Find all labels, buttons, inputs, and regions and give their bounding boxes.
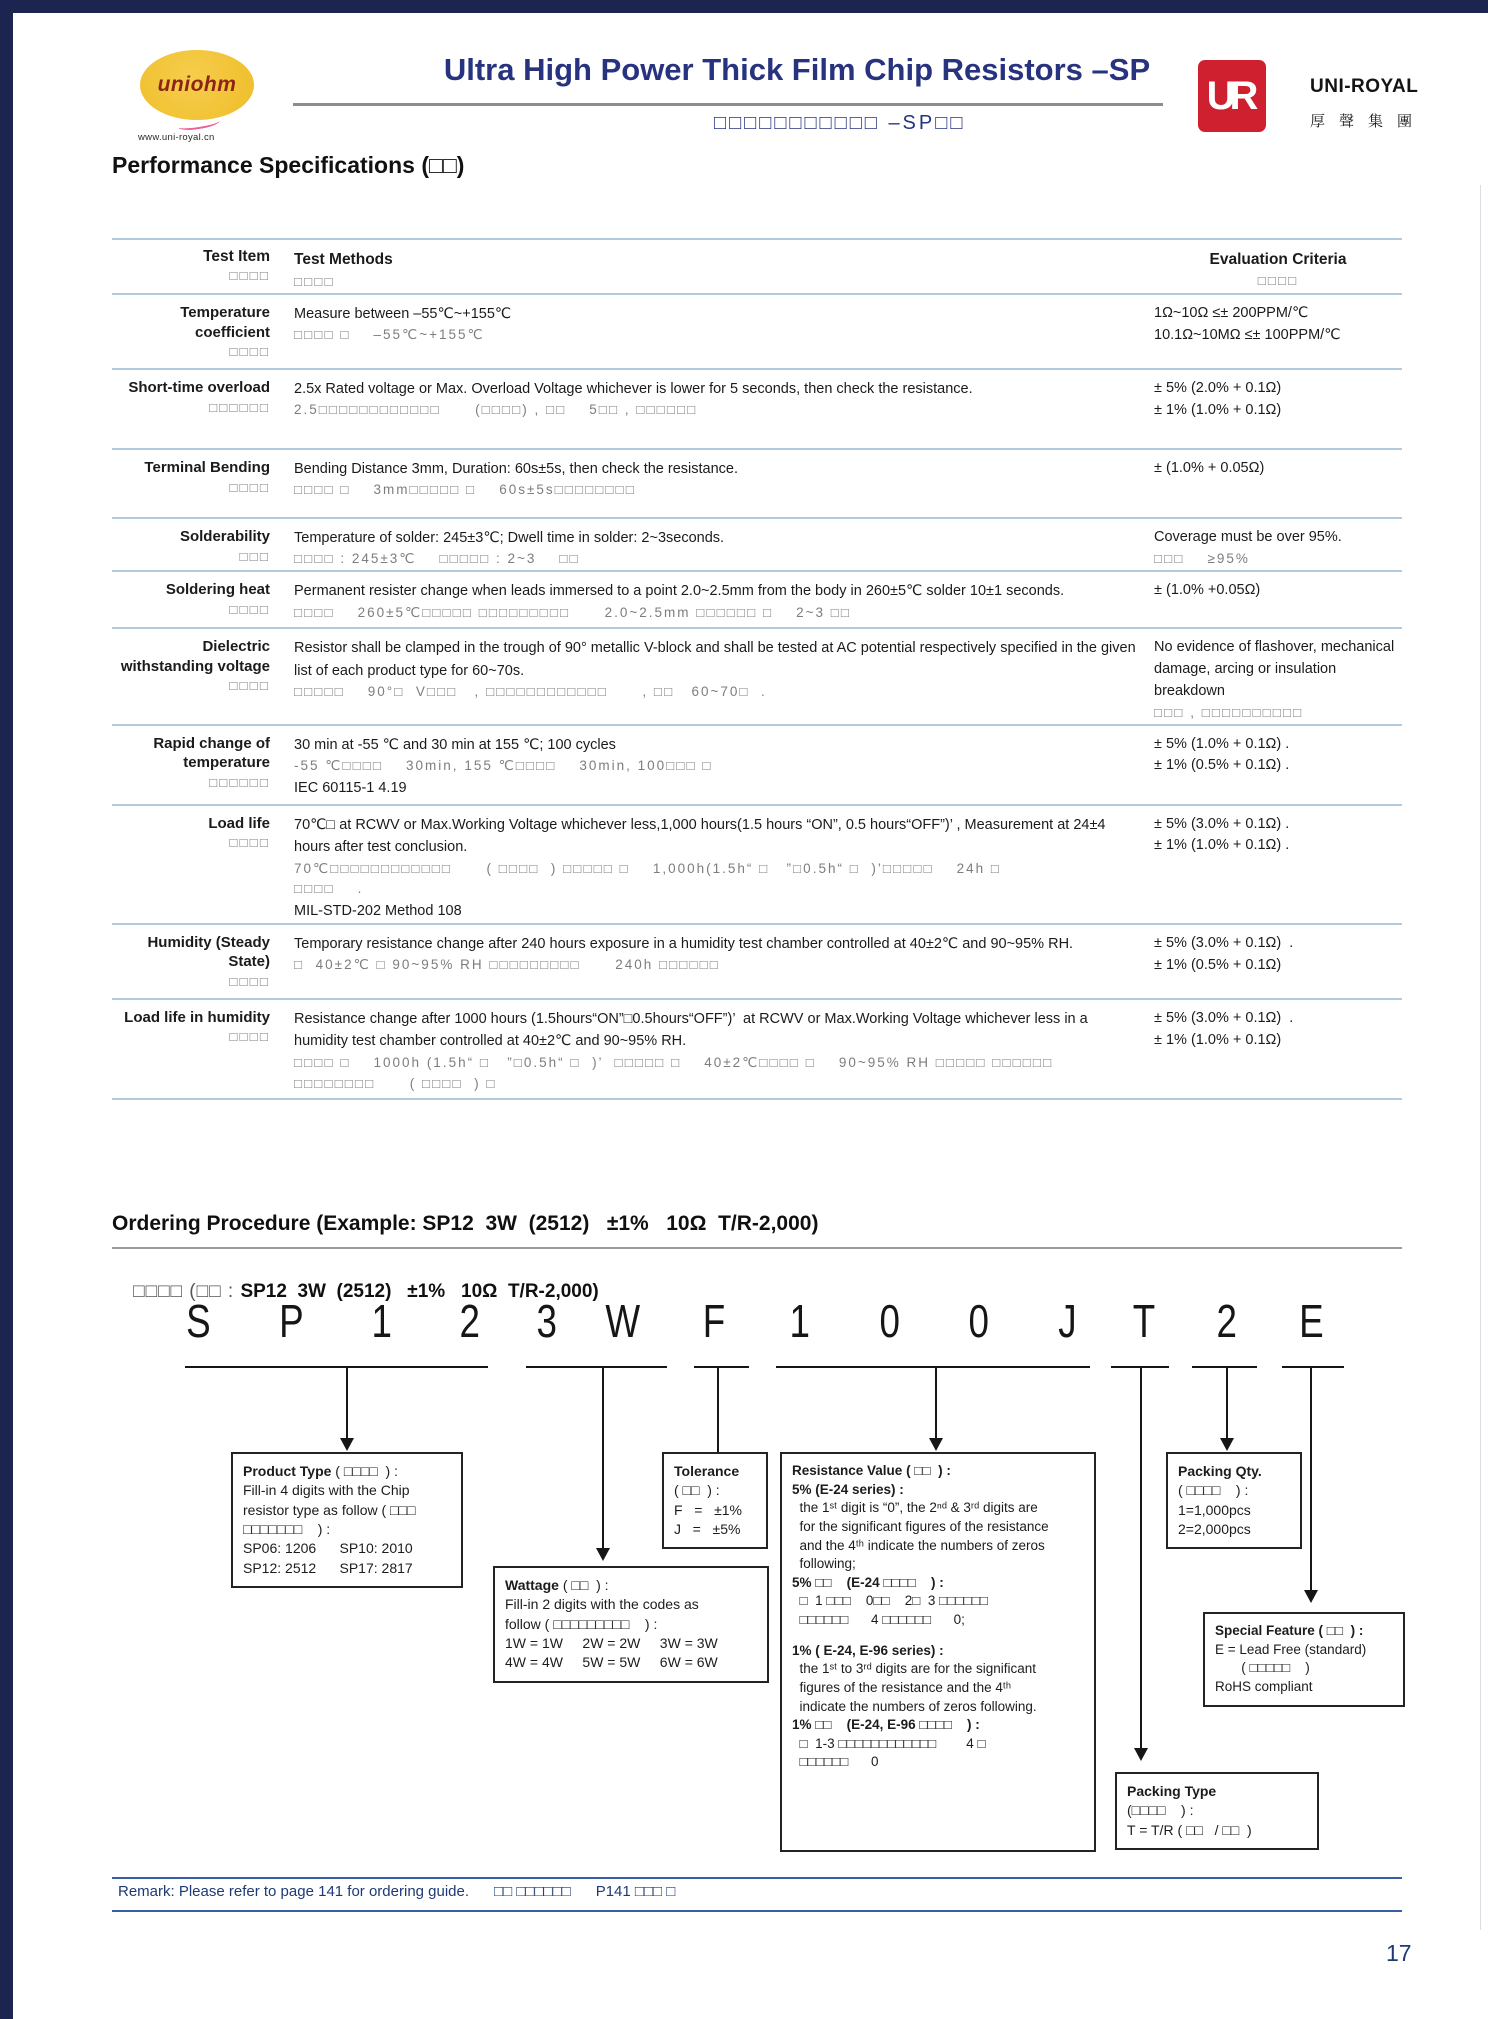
test-method-line: □□□□ □ 3mm□□□□□ □ 60s±5s□□□□□□□□	[294, 482, 636, 498]
box-line: □□□□□□ 0	[792, 1754, 879, 1770]
box-line: figures of the resistance and the 4ᵗʰ	[792, 1679, 1012, 1695]
page-subtitle-cn: □□□□□□□□□□□ –SP□□	[714, 112, 966, 134]
test-item-cell	[112, 378, 282, 448]
company-url: www.uni-royal.cn	[138, 132, 215, 143]
test-item-label-cn: □□□□	[229, 835, 270, 851]
test-method-line: 70℃□ at RCWV or Max.Working Voltage whichever less,1,000 hours(1.5 hours “ON”, 0.5 hours“OFF”)’ , Measurement at 24±4 hours after test conclusion.	[294, 816, 1110, 856]
code-letter: 2	[459, 1295, 481, 1347]
test-item-cell	[112, 933, 282, 998]
code-group-tolerance	[700, 1295, 728, 1347]
evaluation-criteria-line: 1Ω~10Ω ≤± 200PPM/℃	[1154, 305, 1309, 321]
test-methods-cell	[294, 814, 1142, 923]
col-header-test-methods-cn: □□□□	[294, 274, 335, 290]
table-row	[112, 629, 1402, 725]
code-group-wattage	[534, 1295, 644, 1347]
evaluation-criteria-cell	[1154, 378, 1402, 448]
box-line: follow ( □□□□□□□□□ ) :	[505, 1615, 658, 1632]
test-method-line: Temporary resistance change after 240 hours exposure in a humidity test chamber controlled at 40±2℃ and 90~95% RH.	[294, 935, 1074, 952]
box-line: □ 1-3 □□□□□□□□□□□□ 4 □	[792, 1735, 986, 1751]
table-row	[112, 450, 1402, 519]
test-item-label-cn: □□□	[239, 548, 270, 564]
table-row	[112, 726, 1402, 806]
evaluation-criteria-line: ± 1% (1.0% + 0.1Ω)	[1154, 1031, 1282, 1048]
test-method-line: □□□□□ 90°□ V□□□ , □□□□□□□□□□□□ , □□ 60~70□ .	[294, 684, 767, 700]
box-line: □ 1 □□□ 0□□ 2□ 3 □□□□□□	[792, 1593, 989, 1609]
table-header-row	[112, 240, 1402, 295]
code-letter: 1	[789, 1295, 811, 1347]
evaluation-criteria-line: No evidence of flashover, mechanical damage, arcing or insulation breakdown	[1154, 639, 1399, 699]
test-method-line: MIL-STD-202 Method 108	[294, 903, 462, 920]
connector-tolerance	[717, 1366, 719, 1454]
box-line: Tolerance	[674, 1463, 740, 1479]
remark-top-line	[112, 1877, 1402, 1879]
col-header-test-item-cn: □□□□	[229, 268, 270, 283]
evaluation-criteria-line: ± 5% (1.0% + 0.1Ω) .	[1154, 735, 1290, 752]
box-line: SP12: 2512 SP17: 2817	[243, 1559, 413, 1576]
arrowhead-resistance-icon	[929, 1438, 943, 1451]
ordering-heading-divider	[112, 1247, 1402, 1249]
ur-logo	[1198, 60, 1266, 132]
code-letter: 3	[536, 1295, 558, 1347]
underline-tolerance	[694, 1366, 749, 1368]
evaluation-criteria-cell	[1154, 527, 1402, 570]
code-letter: T	[1132, 1295, 1156, 1347]
box-line: 1% ( E-24, E-96 series) :	[792, 1642, 944, 1658]
test-item-cell	[112, 458, 282, 517]
test-item-label: Humidity (Steady State)	[147, 933, 270, 971]
code-group-packing-qty	[1213, 1295, 1241, 1347]
spec-table-body	[112, 295, 1402, 1100]
arrowhead-special-feature-icon	[1304, 1590, 1318, 1603]
box-line: Packing Type	[1127, 1783, 1217, 1799]
code-letter: J	[1058, 1295, 1077, 1347]
test-item-label: Load life	[208, 814, 270, 832]
test-item-label: Short-time overload	[128, 379, 270, 396]
special-feature-box	[1203, 1612, 1405, 1707]
resistance-value-box	[780, 1452, 1096, 1852]
connector-resistance	[935, 1366, 937, 1440]
table-row	[112, 925, 1402, 1000]
test-item-label-cn: □□□□□□	[209, 399, 270, 415]
code-letter: 2	[1216, 1295, 1238, 1347]
performance-spec-table	[112, 238, 1402, 1100]
box-line: 5% □□ (E-24 □□□□ ) :	[792, 1574, 944, 1590]
page-top-border	[0, 0, 1488, 13]
box-line: Product Type ( □□□□ ) :	[243, 1463, 398, 1479]
box-line: SP06: 1206 SP10: 2010	[243, 1540, 413, 1557]
evaluation-criteria-line: ± 1% (1.0% + 0.1Ω)	[1154, 401, 1282, 418]
box-line: Wattage ( □□ ) :	[505, 1577, 609, 1593]
test-item-label: Solderability	[179, 528, 270, 545]
table-row	[112, 295, 1402, 370]
test-method-line: □□□□ .	[294, 881, 364, 897]
page-right-edge-line	[1480, 185, 1481, 1930]
ordering-heading-cn-prefix: □□□□ (□□ :	[133, 1281, 241, 1302]
code-letter: W	[604, 1295, 640, 1347]
test-method-line: □□□□ □ –55℃~+155℃	[294, 327, 485, 343]
table-row	[112, 572, 1402, 629]
box-line: for the significant figures of the resistance	[792, 1518, 1049, 1534]
test-item-label-cn: □□□□□□	[209, 774, 270, 790]
test-method-line: IEC 60115-1 4.19	[294, 779, 407, 796]
evaluation-criteria-cell	[1154, 734, 1402, 804]
evaluation-criteria-line: ± 5% (3.0% + 0.1Ω) .	[1154, 815, 1290, 832]
evaluation-criteria-cell	[1154, 933, 1402, 998]
test-item-cell	[112, 1008, 282, 1098]
col-header-test-item: Test Item	[203, 248, 270, 265]
test-method-line: 2.5x Rated voltage or Max. Overload Voltage whichever is lower for 5 seconds, then check the resistance.	[294, 381, 973, 397]
table-row	[112, 1000, 1402, 1100]
evaluation-criteria-line: ± (1.0% +0.05Ω)	[1154, 582, 1261, 599]
test-methods-cell	[294, 303, 1142, 368]
packing-qty-box	[1166, 1452, 1302, 1549]
code-letter: P	[279, 1295, 304, 1347]
box-line: the 1ˢᵗ digit is “0”, the 2ⁿᵈ & 3ʳᵈ digits are	[792, 1500, 1038, 1516]
evaluation-criteria-line: ± 5% (3.0% + 0.1Ω) .	[1154, 934, 1294, 951]
test-item-cell	[112, 527, 282, 570]
ordering-heading-cn-code: SP12 3W (2512) ±1% 10Ω T/R-2,000)	[240, 1281, 599, 1302]
box-line: Resistance Value ( □□ ) :	[792, 1463, 951, 1478]
box-line: Packing Qty.	[1178, 1463, 1262, 1479]
code-letter: E	[1298, 1295, 1324, 1347]
test-item-cell	[112, 734, 282, 804]
col-header-test-methods: Test Methods	[294, 251, 393, 268]
test-item-label-cn: □□□□	[229, 678, 270, 694]
test-methods-cell	[294, 1008, 1142, 1098]
box-line: ( □□□□ ) :	[1178, 1482, 1249, 1499]
title-divider	[293, 103, 1163, 106]
test-item-label-cn: □□□□	[229, 1029, 270, 1045]
box-line: (□□□□ ) :	[1127, 1802, 1194, 1819]
test-method-line: Bending Distance 3mm, Duration: 60s±5s, then check the resistance.	[294, 461, 738, 477]
code-letter: F	[702, 1295, 726, 1347]
test-item-cell	[112, 580, 282, 627]
uni-royal-wordmark: UNI-ROYAL	[1310, 76, 1419, 97]
evaluation-criteria-line: □□□ , □□□□□□□□□□	[1154, 704, 1304, 720]
test-item-label: Dielectric withstanding voltage	[120, 638, 270, 675]
ur-logo-text: UR	[1206, 73, 1253, 118]
test-method-line: 30 min at -55 ℃ and 30 min at 155 ℃; 100 cycles	[294, 736, 616, 753]
test-methods-cell	[294, 378, 1142, 448]
box-line: 2=2,000pcs	[1178, 1520, 1251, 1537]
underline-resistance	[776, 1366, 1090, 1368]
packing-type-box	[1115, 1772, 1319, 1850]
wattage-box	[493, 1566, 769, 1683]
box-line: 1=1,000pcs	[1178, 1501, 1251, 1518]
remark-bottom-line	[112, 1910, 1402, 1912]
product-type-box	[231, 1452, 463, 1588]
evaluation-criteria-cell	[1154, 637, 1402, 723]
box-line: Fill-in 2 digits with the codes as	[505, 1596, 699, 1613]
evaluation-criteria-cell	[1154, 303, 1402, 368]
underline-product-type	[185, 1366, 488, 1368]
evaluation-criteria-line: ± 5% (2.0% + 0.1Ω)	[1154, 380, 1282, 396]
underline-packing-qty	[1192, 1366, 1257, 1368]
uniohm-logo	[140, 50, 254, 120]
connector-wattage	[602, 1366, 604, 1550]
test-method-line: 70℃□□□□□□□□□□□□ ( □□□□ ) □□□□□ □ 1,000h(1.5h“ □ ”□0.5h“ □ )’□□□□□ 24h □	[294, 860, 1002, 876]
evaluation-criteria-cell	[1154, 814, 1402, 923]
box-line: J = ±5%	[674, 1520, 741, 1537]
tolerance-box	[662, 1452, 768, 1549]
evaluation-criteria-cell	[1154, 1008, 1402, 1098]
underline-special-feature	[1282, 1366, 1344, 1368]
evaluation-criteria-line: ± 1% (1.0% + 0.1Ω) .	[1154, 837, 1290, 854]
evaluation-criteria-cell	[1154, 458, 1402, 517]
test-item-label: Load life in humidity	[124, 1008, 270, 1026]
test-methods-cell	[294, 933, 1142, 998]
box-line: T = T/R ( □□ / □□ )	[1127, 1821, 1252, 1838]
connector-packing-qty	[1226, 1366, 1228, 1440]
spec-section-heading: Performance Specifications (□□)	[112, 152, 465, 178]
test-method-line: □□□□ 260±5℃□□□□□ □□□□□□□□□ 2.0~2.5mm □□□□□□ □ 2~3 □□	[294, 604, 852, 620]
arrowhead-product-type-icon	[340, 1438, 354, 1451]
test-method-line: Permanent resister change when leads immersed to a point 2.0~2.5mm from the body in 260±5℃ solder 10±1 seconds.	[294, 583, 1065, 600]
code-letter: 1	[371, 1295, 393, 1347]
code-letter: 0	[968, 1295, 990, 1347]
test-method-line: Measure between –55℃~+155℃	[294, 306, 512, 322]
box-line: and the 4ᵗʰ indicate the numbers of zeros	[792, 1537, 1045, 1553]
box-line	[792, 1630, 1084, 1642]
box-line: ( □□ ) :	[674, 1482, 720, 1499]
test-method-line: Temperature of solder: 245±3℃; Dwell time in solder: 2~3seconds.	[294, 530, 725, 546]
test-item-cell	[112, 814, 282, 923]
connector-special-feature	[1310, 1366, 1312, 1592]
box-line: 1% □□ (E-24, E-96 □□□□ ) :	[792, 1717, 980, 1733]
arrowhead-packing-qty-icon	[1220, 1438, 1234, 1451]
box-line: the 1ˢᵗ to 3ʳᵈ digits are for the significant	[792, 1661, 1037, 1677]
box-line: □□□□□□□ ) :	[243, 1520, 331, 1537]
connector-packing-type	[1140, 1366, 1142, 1750]
test-item-cell	[112, 303, 282, 368]
uni-royal-cn: 厚聲集團	[1310, 113, 1427, 130]
box-line: E = Lead Free (standard)	[1215, 1641, 1367, 1657]
col-header-evaluation-criteria-cn: □□□□	[1257, 273, 1299, 289]
col-header-evaluation-criteria: Evaluation Criteria	[1209, 251, 1347, 268]
underline-wattage	[526, 1366, 667, 1368]
test-methods-cell	[294, 458, 1142, 517]
test-methods-cell	[294, 527, 1142, 570]
test-item-label-cn: □□□□	[229, 344, 270, 359]
table-row	[112, 370, 1402, 450]
test-methods-cell	[294, 637, 1142, 723]
evaluation-criteria-line: ± 1% (0.5% + 0.1Ω)	[1154, 956, 1282, 973]
table-row	[112, 519, 1402, 572]
test-method-line: -55 ℃□□□□ 30min, 155 ℃□□□□ 30min, 100□□□ □	[294, 758, 713, 774]
box-line: □□□□□□ 4 □□□□□□ 0;	[792, 1612, 965, 1627]
evaluation-criteria-cell	[1154, 580, 1402, 627]
box-line: F = ±1%	[674, 1501, 742, 1518]
evaluation-criteria-line: ± 5% (3.0% + 0.1Ω) .	[1154, 1009, 1294, 1026]
test-item-label: Rapid change of temperature	[153, 734, 270, 772]
table-row	[112, 806, 1402, 925]
code-letter: S	[186, 1295, 211, 1347]
test-method-line: □□□□ □ 1000h (1.5h“ □ ”□0.5h“ □ )’ □□□□□ □ 40±2℃□□□□ □ 90~95% RH □□□□□ □□□□□□	[294, 1054, 1054, 1070]
box-line: Special Feature ( □□ ) :	[1215, 1623, 1364, 1638]
test-item-cell	[112, 637, 282, 723]
page-number: 17	[1386, 1940, 1412, 1966]
test-method-line: 2.5□□□□□□□□□□□□ (□□□□) , □□ 5□□ , □□□□□□	[294, 402, 698, 418]
code-group-packing-type	[1130, 1295, 1158, 1347]
remark-text: Remark: Please refer to page 141 for ordering guide. □□ □□□□□□ P141 □□□ □	[118, 1883, 676, 1900]
test-method-line: □□□□ : 245±3℃ □□□□□ : 2~3 □□	[294, 551, 580, 567]
page-title: Ultra High Power Thick Film Chip Resistors –SP	[443, 52, 1151, 87]
evaluation-criteria-line: Coverage must be over 95%.	[1154, 529, 1342, 545]
test-method-line: Resistor shall be clamped in the trough of 90° metallic V-block and shall be tested at AC potential respectively specified in the given list of each product type for 60~70s.	[294, 640, 1140, 679]
code-group-resistance	[787, 1295, 1079, 1347]
code-letter: 0	[879, 1295, 900, 1347]
arrowhead-wattage-icon	[596, 1548, 610, 1561]
box-line: ( □□□□□ )	[1215, 1660, 1310, 1676]
arrowhead-packing-type-icon	[1134, 1748, 1148, 1761]
test-item-label: Temperature coefficient	[180, 304, 270, 341]
box-line: 4W = 4W 5W = 5W 6W = 6W	[505, 1654, 718, 1671]
page-left-border	[0, 0, 13, 2019]
code-group-product-type	[183, 1295, 483, 1347]
evaluation-criteria-line: 10.1Ω~10MΩ ≤± 100PPM/℃	[1154, 326, 1341, 343]
box-line: indicate the numbers of zeros following.	[792, 1698, 1037, 1714]
box-line: Fill-in 4 digits with the Chip	[243, 1482, 410, 1499]
box-line: RoHS compliant	[1215, 1678, 1313, 1694]
connector-product-type	[346, 1366, 348, 1440]
test-methods-cell	[294, 734, 1142, 804]
ordering-section-heading: Ordering Procedure (Example: SP12 3W (2512) ±1% 10Ω T/R-2,000)	[112, 1212, 819, 1235]
uniohm-logo-text: uniohm	[157, 73, 237, 96]
box-line: 1W = 1W 2W = 2W 3W = 3W	[505, 1634, 718, 1651]
test-item-label: Terminal Bending	[144, 459, 270, 476]
test-item-label-cn: □□□□	[229, 601, 270, 617]
test-item-label-cn: □□□□	[229, 973, 270, 989]
test-method-line: □□□□□□□□ ( □□□□ ) □	[294, 1075, 497, 1091]
box-line: 5% (E-24 series) :	[792, 1481, 904, 1497]
test-item-label: Soldering heat	[165, 581, 270, 599]
test-item-label-cn: □□□□	[229, 479, 270, 495]
test-methods-cell	[294, 580, 1142, 627]
box-line: resistor type as follow ( □□□	[243, 1501, 416, 1518]
evaluation-criteria-line: ± 1% (0.5% + 0.1Ω) .	[1154, 757, 1290, 774]
test-method-line: □ 40±2℃ □ 90~95% RH □□□□□□□□□ 240h □□□□□□	[294, 957, 720, 973]
test-method-line: Resistance change after 1000 hours (1.5hours“ON”□0.5hours“OFF”)’ at RCWV or Max.Working Voltage whichever less in a humidity test chamber controlled at 40±2℃ and 90~95% RH.	[294, 1010, 1092, 1050]
evaluation-criteria-line: □□□ ≥95%	[1154, 550, 1250, 566]
evaluation-criteria-line: ± (1.0% + 0.05Ω)	[1154, 460, 1265, 476]
box-line: following;	[792, 1556, 856, 1572]
code-group-special-feature	[1297, 1295, 1325, 1347]
